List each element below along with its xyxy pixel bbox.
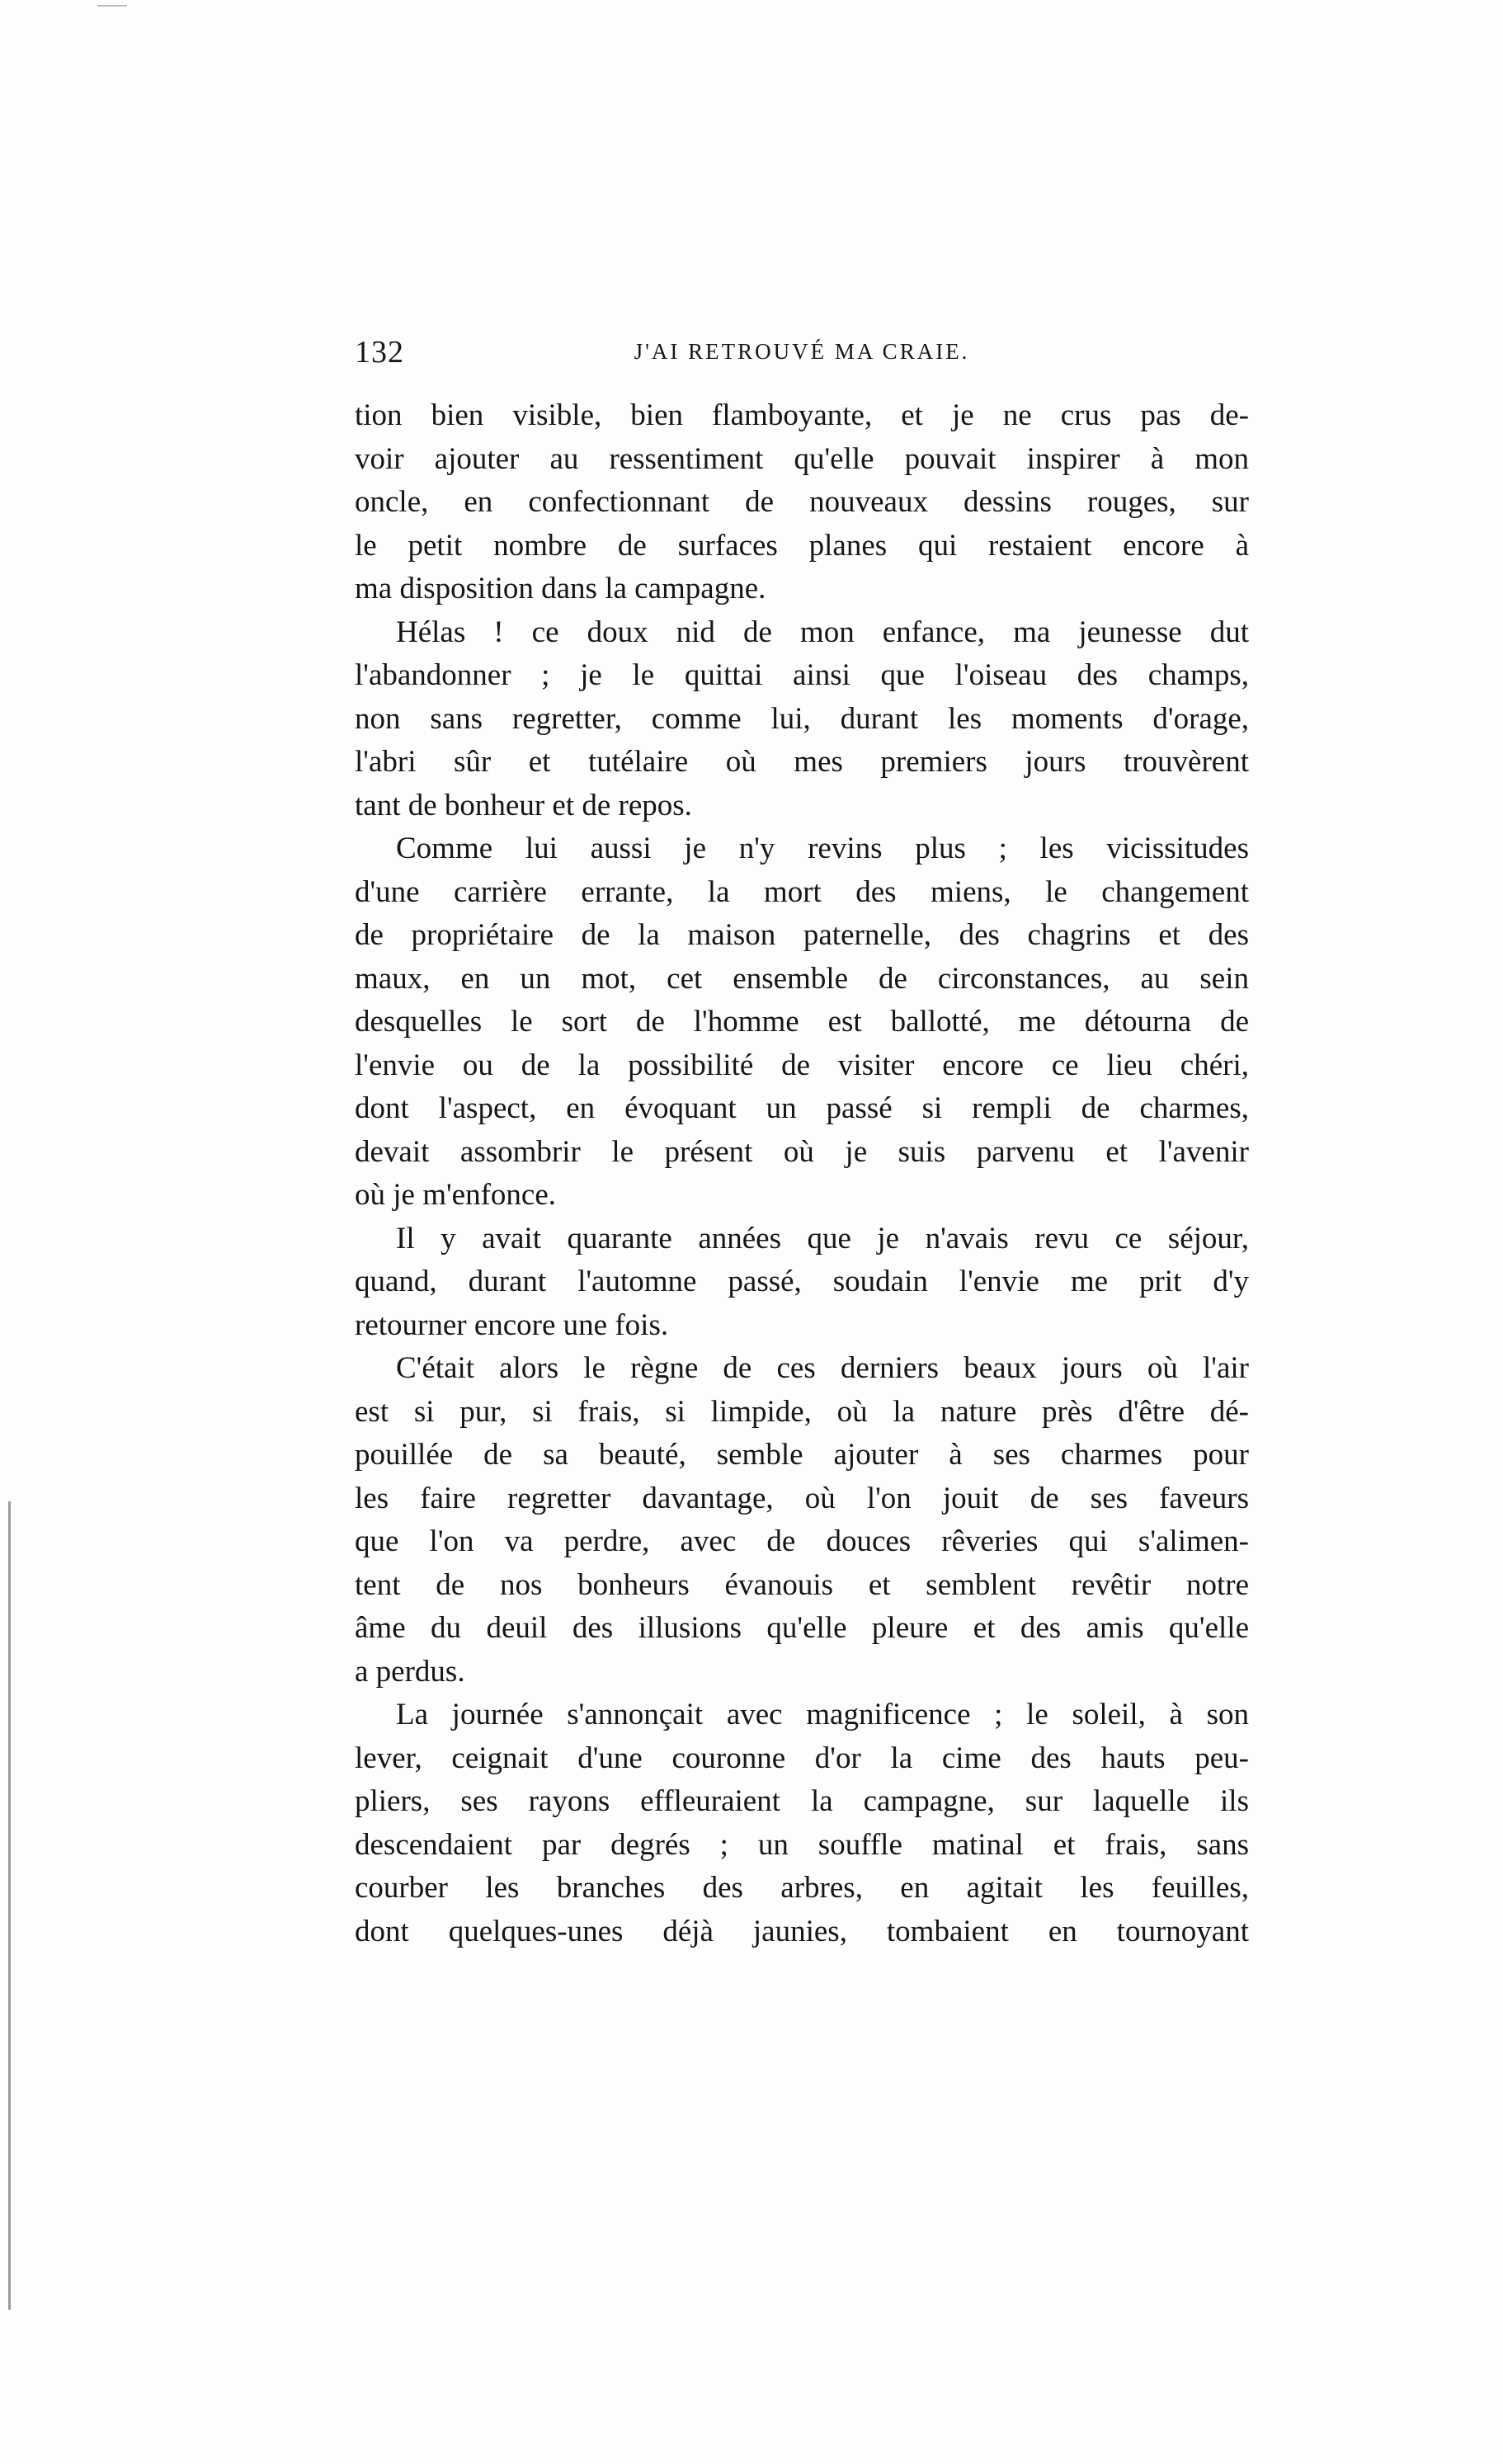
text-line: que l'on va perdre, avec de douces rêveries qui s'alimen- — [355, 1524, 1249, 1558]
page-header — [355, 334, 1249, 384]
text-line: C'était alors le règne de ces derniers beaux jours où l'air — [396, 1351, 1249, 1385]
text-line: ma disposition dans la campagne. — [355, 572, 766, 605]
text-line: Il y avait quarante années que je n'avais revu ce séjour, — [396, 1221, 1249, 1256]
text-line: d'une carrière errante, la mort des miens, le changement — [355, 874, 1249, 909]
text-line: maux, en un mot, cet ensemble de circonstances, au sein — [355, 961, 1249, 996]
text-line: voir ajouter au ressentiment qu'elle pouvait inspirer à mon — [355, 441, 1249, 476]
body-text — [355, 394, 1249, 1953]
text-line: a perdus. — [355, 1654, 465, 1689]
text-line: dont quelques-unes déjà jaunies, tombaient en tournoyant — [355, 1914, 1249, 1948]
text-line: pliers, ses rayons effleuraient la campagne, sur laquelle ils — [355, 1784, 1249, 1818]
text-line: est si pur, si frais, si limpide, où la nature près d'être dé- — [355, 1394, 1249, 1429]
running-title: J'AI RETROUVÉ MA CRAIE. — [634, 339, 970, 364]
margin-rule — [8, 1501, 11, 2310]
text-line: l'abandonner ; je le quittai ainsi que l'oiseau des champs, — [355, 658, 1249, 692]
text-line: pouillée de sa beauté, semble ajouter à ses charmes pour — [355, 1438, 1249, 1472]
text-line: retourner encore une fois. — [355, 1307, 669, 1342]
page-number: 132 — [355, 335, 404, 370]
text-line: les faire regretter davantage, où l'on jouit de ses faveurs — [355, 1481, 1249, 1515]
text-line: de propriétaire de la maison paternelle, des chagrins et des — [355, 918, 1249, 952]
text-line: quand, durant l'automne passé, soudain l'envie me prit d'y — [355, 1265, 1249, 1298]
text-line: tion bien visible, bien flamboyante, et je ne crus pas de- — [355, 398, 1249, 432]
text-line: dont l'aspect, en évoquant un passé si rempli de charmes, — [355, 1091, 1249, 1125]
text-line: courber les branches des arbres, en agitait les feuilles, — [355, 1871, 1249, 1905]
text-line: âme du deuil des illusions qu'elle pleure et des amis qu'elle — [355, 1611, 1249, 1645]
text-line: lever, ceignait d'une couronne d'or la cime des hauts peu- — [355, 1741, 1249, 1775]
text-line: desquelles le sort de l'homme est ballotté, me détourna de — [355, 1005, 1249, 1039]
text-line: Comme lui aussi je n'y revins plus ; les vicissitudes — [396, 832, 1249, 865]
text-line: La journée s'annonçait avec magnificence ; le soleil, à son — [396, 1698, 1249, 1731]
text-line: l'envie ou de la possibilité de visiter encore ce lieu chéri, — [355, 1048, 1249, 1082]
text-line: tent de nos bonheurs évanouis et semblent revêtir notre — [355, 1567, 1249, 1602]
text-line: devait assombrir le présent où je suis parvenu et l'avenir — [355, 1134, 1249, 1169]
text-line: l'abri sûr et tutélaire où mes premiers jours trouvèrent — [355, 745, 1249, 779]
text-line: le petit nombre de surfaces planes qui restaient encore à — [355, 528, 1249, 563]
text-line: où je m'enfonce. — [355, 1178, 556, 1212]
text-line: oncle, en confectionnant de nouveaux dessins rouges, sur — [355, 485, 1249, 519]
text-line: tant de bonheur et de repos. — [355, 788, 692, 822]
text-line: descendaient par degrés ; un souffle matinal et frais, sans — [355, 1827, 1249, 1862]
text-line: Hélas ! ce doux nid de mon enfance, ma jeunesse dut — [396, 615, 1249, 649]
scan-mark — [97, 5, 127, 7]
text-line: non sans regretter, comme lui, durant les moments d'orage, — [355, 701, 1249, 736]
